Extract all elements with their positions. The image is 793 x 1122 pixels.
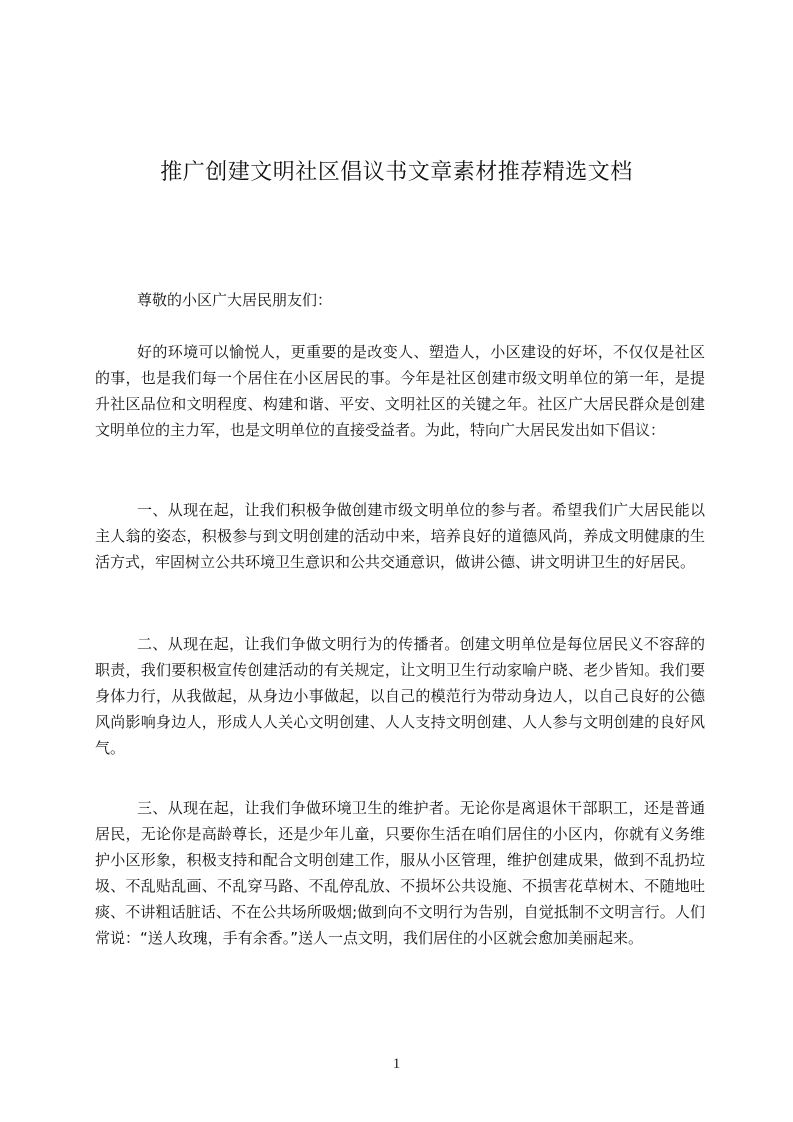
paragraph-proposal-three: 三、从现在起，让我们争做环境卫生的维护者。无论你是离退休干部职工，还是普通居民，无论你是高龄尊长，还是少年儿童，只要你生活在咱们居住的小区内，你就有义务维护小区形象，积极支持和配合文明创建工作，服从小区管理，维护创建成果，做到不乱扔垃圾、不乱贴乱画、不乱穿马路、不乱停乱放、不损坏公共设施、不损害花草树木、不随地吐痰、不讲粗话脏话、不在公共场所吸烟;做到向不文明行为告别，自觉抵制不文明言行。人们常说：“送人玫瑰，手有余香。”送人一点文明，我们居住的小区就会愈加美丽起来。: [95, 799, 705, 947]
salutation: 尊敬的小区广大居民朋友们：: [137, 291, 333, 309]
document-title: 推广创建文明社区倡议书文章素材推荐精选文档: [160, 159, 633, 185]
page-number: 1: [392, 1056, 401, 1072]
paragraph-proposal-one: 一、从现在起，让我们积极争做创建市级文明单位的参与者。希望我们广大居民能以主人翁的姿态，积极参与到文明创建的活动中来，培养良好的道德风尚，养成文明健康的生活方式，牢固树立公共环境卫生意识和公共交通意识，做讲公德、讲文明讲卫生的好居民。: [95, 501, 705, 571]
paragraph-intro: 好的环境可以愉悦人，更重要的是改变人、塑造人，小区建设的好坏，不仅仅是社区的事，也是我们每一个居住在小区居民的事。今年是社区创建市级文明单位的第一年，是提升社区品位和文明程度、构建和谐、平安、文明社区的关键之年。社区广大居民群众是创建文明单位的主力军，也是文明单位的直接受益者。为此，特向广大居民发出如下倡议：: [95, 343, 705, 439]
paragraph-proposal-two: 二、从现在起，让我们争做文明行为的传播者。创建文明单位是每位居民义不容辞的职责，我们要积极宣传创建活动的有关规定，让文明卫生行动家喻户晓、老少皆知。我们要身体力行，从我做起，从身边小事做起，以自己的模范行为带动身边人，以自己良好的公德风尚影响身边人，形成人人关心文明创建、人人支持文明创建、人人参与文明创建的良好风气。: [95, 635, 705, 757]
